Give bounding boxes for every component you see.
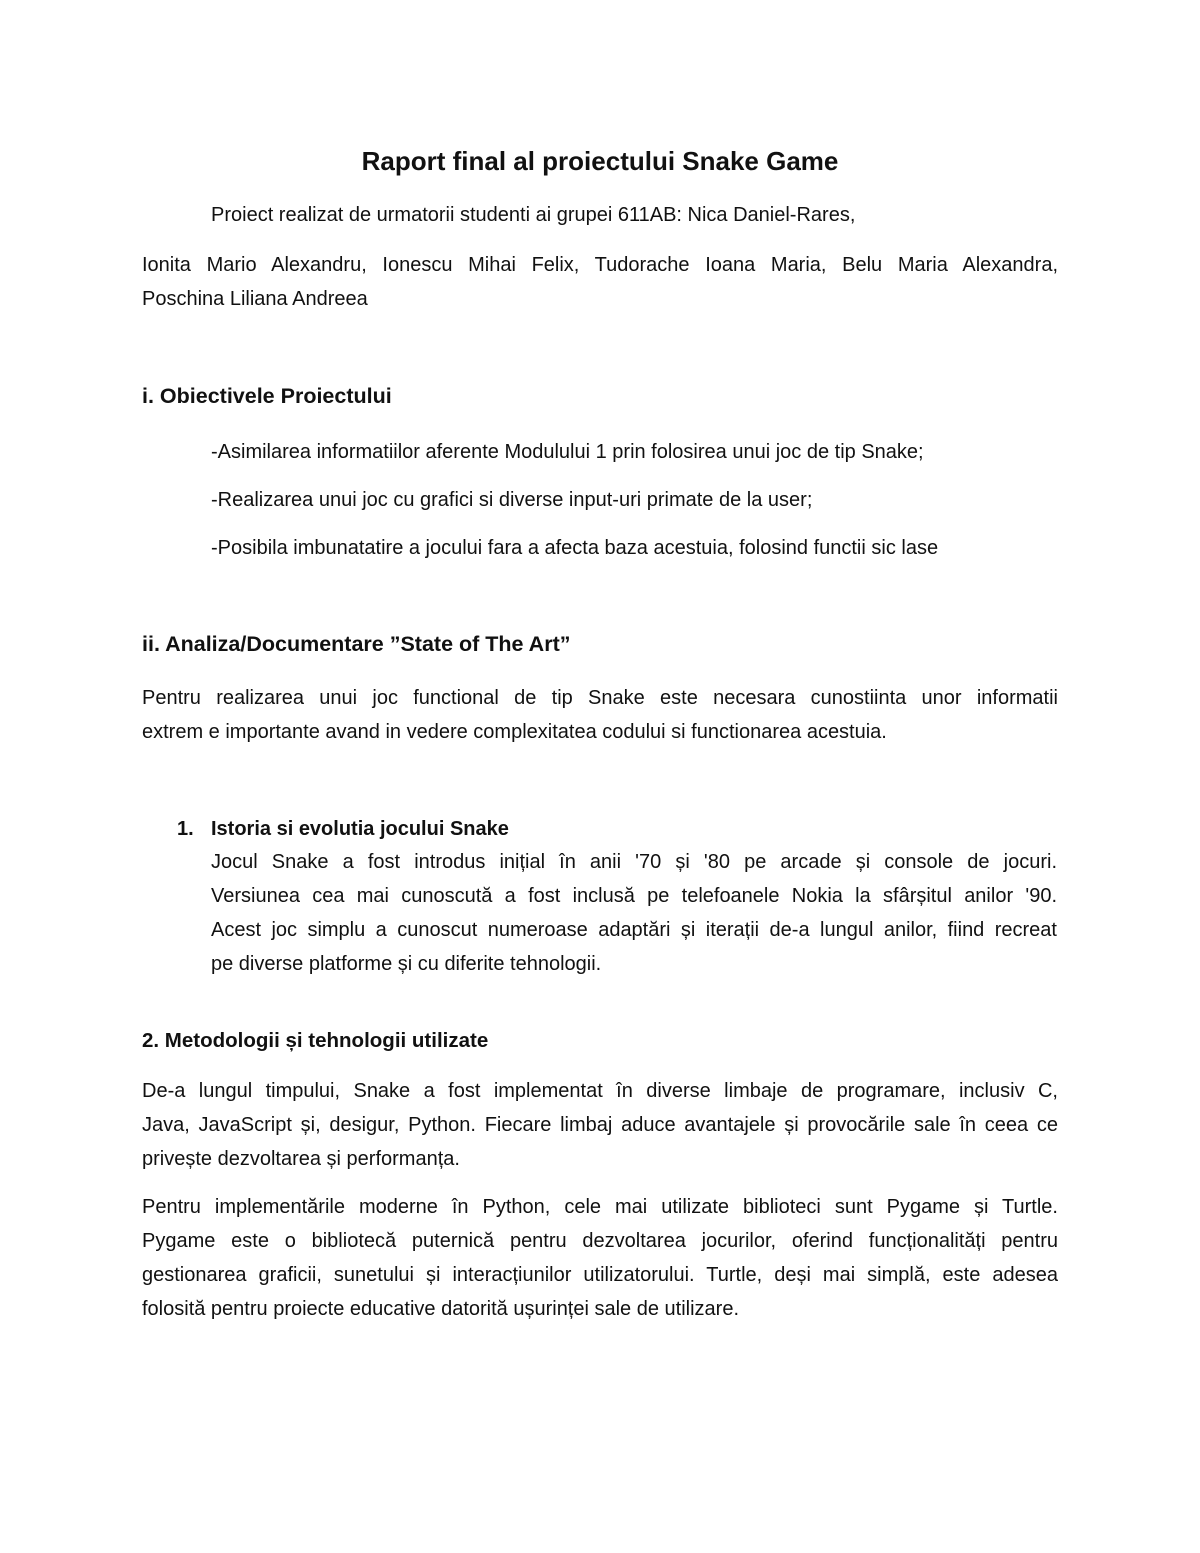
paragraph-line: Versiunea cea mai cunoscută a fost inclusă pe telefoanele Nokia la sfârșitul anilor '90. xyxy=(211,885,1057,907)
section-heading-objectives: i. Obiectivele Proiectului xyxy=(142,384,392,408)
paragraph-line: extrem e importante avand in vedere complexitatea codului si functionarea acestuia. xyxy=(142,721,887,743)
objective-item: -Realizarea unui joc cu grafici si diverse input-uri primate de la user; xyxy=(211,489,813,511)
paragraph-line: De-a lungul timpului, Snake a fost implementat în diverse limbaje de programare, inclusiv C, xyxy=(142,1080,1058,1102)
paragraph-line: privește dezvoltarea și performanța. xyxy=(142,1148,460,1170)
subsection-heading-history: Istoria si evolutia jocului Snake xyxy=(211,818,509,840)
paragraph-line: Jocul Snake a fost introdus inițial în anii '70 și '80 pe arcade și console de jocuri. xyxy=(211,851,1057,873)
document-title: Raport final al proiectului Snake Game xyxy=(361,146,839,176)
intro-line-1: Proiect realizat de urmatorii studenti ai grupei 611AB: Nica Daniel-Rares, xyxy=(211,204,856,226)
paragraph-line: Pygame este o bibliotecă puternică pentru dezvoltarea jocurilor, oferind funcționalități pentru xyxy=(142,1230,1058,1252)
paragraph-line: Pentru realizarea unui joc functional de tip Snake este necesara cunostiinta unor informatii xyxy=(142,687,1058,709)
paragraph-line: Java, JavaScript și, desigur, Python. Fiecare limbaj aduce avantajele și provocările sale în ceea ce xyxy=(142,1114,1058,1136)
paragraph-line: gestionarea graficii, sunetului și interacțiunilor utilizatorului. Turtle, deși mai simplă, este adesea xyxy=(142,1264,1058,1286)
list-number: 1. xyxy=(177,818,194,840)
section-heading-state-of-art: ii. Analiza/Documentare ”State of The Art” xyxy=(142,632,571,656)
paragraph-line: pe diverse platforme și cu diferite tehnologii. xyxy=(211,953,602,975)
subsection-heading-methodologies: 2. Metodologii și tehnologii utilizate xyxy=(142,1029,489,1052)
paragraph-line: Acest joc simplu a cunoscut numeroase adaptări și iterații de-a lungul anilor, fiind recreat xyxy=(211,919,1057,941)
intro-line-2: Ionita Mario Alexandru, Ionescu Mihai Felix, Tudorache Ioana Maria, Belu Maria Alexandra, xyxy=(142,254,1058,276)
paragraph-line: Pentru implementările moderne în Python, cele mai utilizate biblioteci sunt Pygame și Turtle. xyxy=(142,1196,1058,1218)
objective-item: -Asimilarea informatiilor aferente Modulului 1 prin folosirea unui joc de tip Snake; xyxy=(211,441,924,463)
paragraph-line: folosită pentru proiecte educative datorită ușurinței sale de utilizare. xyxy=(142,1298,740,1320)
intro-line-3: Poschina Liliana Andreea xyxy=(142,288,368,310)
objective-item: -Posibila imbunatatire a jocului fara a afecta baza acestuia, folosind functii sic lase xyxy=(211,537,939,559)
